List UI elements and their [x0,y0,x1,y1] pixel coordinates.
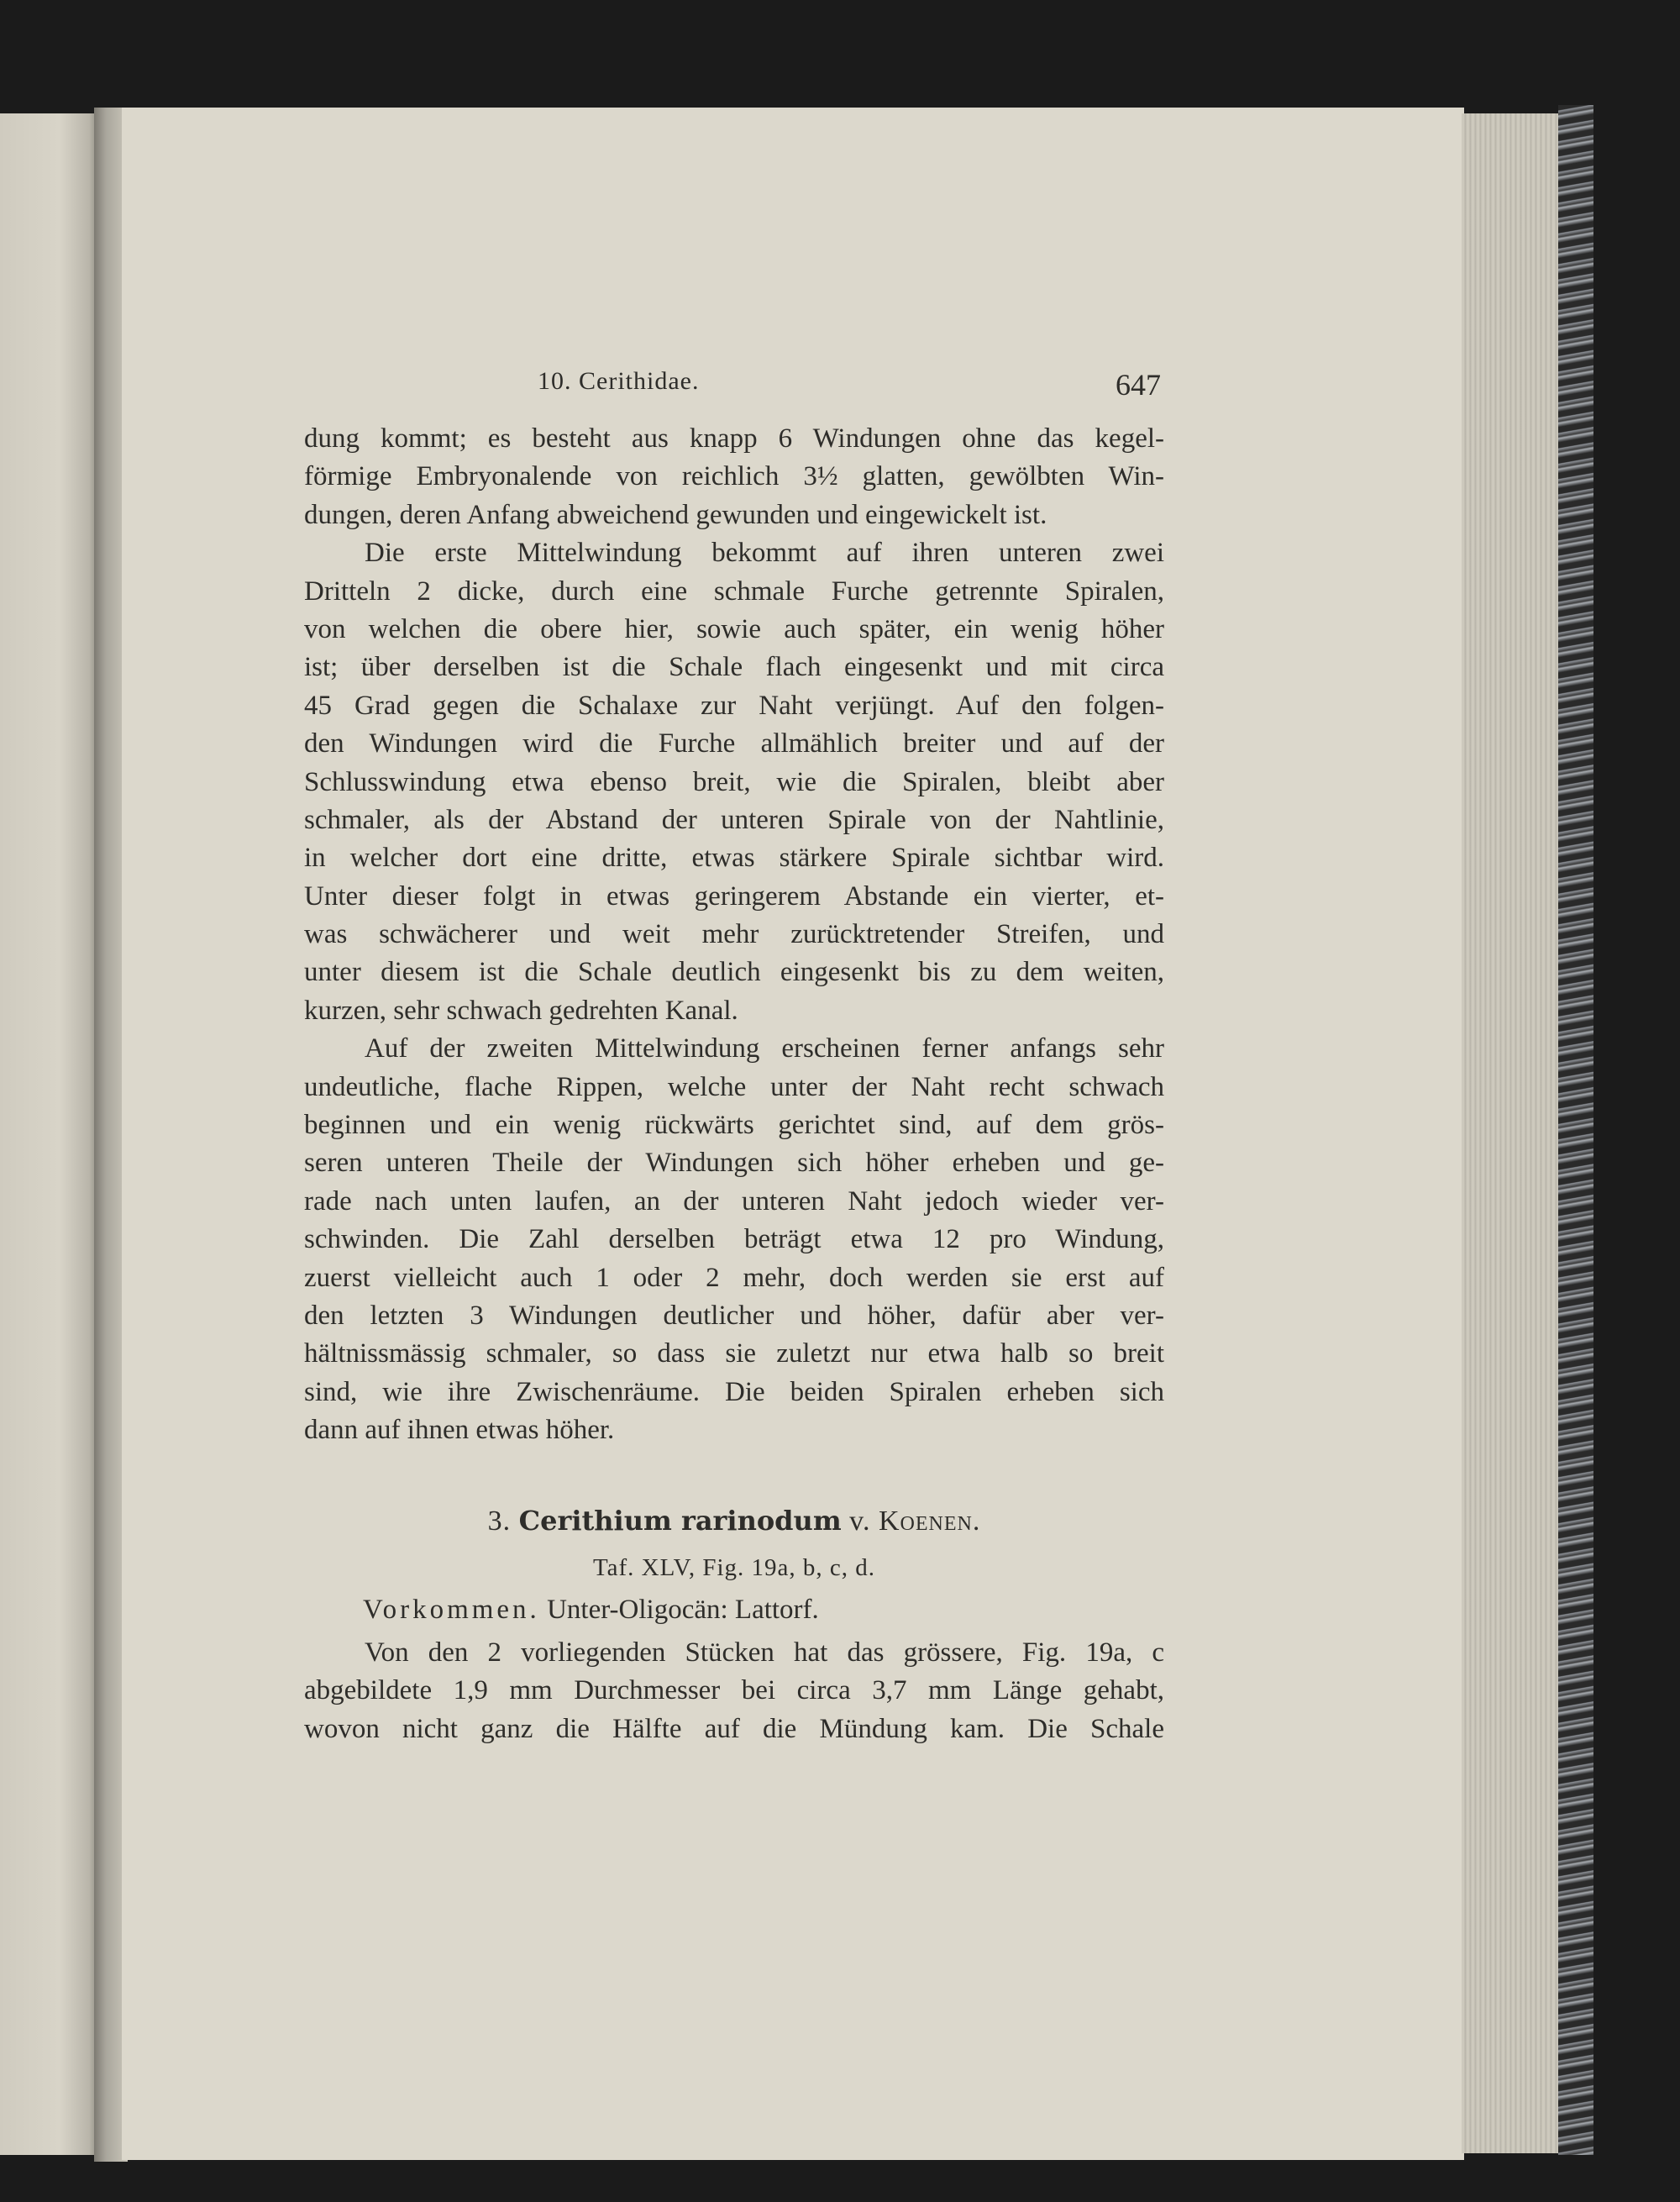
text-line: hältnissmässig schmaler, so dass sie zuletzt nur etwa halb so breit [304,1338,1164,1369]
plate-reference: Taf. XLV, Fig. 19a, b, c, d. [592,1553,876,1581]
text-line: seren unteren Theile der Windungen sich höher erheben und ge- [304,1148,1164,1179]
text-line: Dritteln 2 dicke, durch eine schmale Furche getrennte Spiralen, [304,575,1164,607]
section-heading [304,1497,1164,1544]
text-line: sind, wie ihre Zwischenräume. Die beiden Spiralen erheben sich [304,1376,1164,1407]
text-line: Auf der zweiten Mittelwindung erscheinen ferner anfangs sehr [365,1033,1164,1064]
page-number: 647 [1116,368,1161,402]
paragraph-4 [304,1634,1164,1748]
species-name: Cerithium rarinodum [518,1504,842,1537]
text-line: dung kommt; es besteht aus knapp 6 Windungen ohne das kegel- [304,423,1164,454]
text-line: Die erste Mittelwindung bekommt auf ihren unteren zwei [365,538,1164,569]
text-line: in welcher dort eine dritte, etwas stärkere Spirale sichtbar wird. [304,843,1164,874]
text-line: was schwächerer und weit mehr zurücktretender Streifen, und [304,919,1164,950]
text-line: kurzen, sehr schwach gedrehten Kanal. [304,995,738,1026]
text-line: undeutliche, flache Rippen, welche unter der Naht recht schwach [304,1071,1164,1102]
text-line: schmaler, als der Abstand der unteren Spirale von der Nahtlinie, [304,804,1164,835]
section-number: 3. [487,1505,512,1537]
text-line: schwinden. Die Zahl derselben beträgt etwa 12 pro Windung, [304,1224,1164,1255]
body-text [304,420,1164,1748]
page-header [0,367,1680,409]
occurrence-label: Vorkommen. [363,1594,540,1625]
text-line: Von den 2 vorliegenden Stücken hat das grössere, Fig. 19a, c [365,1637,1164,1668]
left-page-edge [0,113,99,2155]
running-head: 10. Cerithidae. [538,367,700,395]
text-line: dungen, deren Anfang abweichend gewunden und eingewickelt ist. [304,499,1047,530]
page-edges [1462,113,1562,2153]
text-line: unter diesem ist die Schale deutlich eingesenkt bis zu dem weiten, [304,957,1164,988]
text-line: Schlusswindung etwa ebenso breit, wie die Spiralen, bleibt aber [304,766,1164,797]
section-gap [304,1450,1164,1497]
text-line: den letzten 3 Windungen deutlicher und höher, dafür aber ver- [304,1300,1164,1331]
text-line: zuerst vielleicht auch 1 oder 2 mehr, doch werden sie erst auf [304,1262,1164,1293]
paragraph-2 [304,534,1164,1030]
text-line: den Windungen wird die Furche allmählich breiter und auf der [304,728,1164,759]
text-line: beginnen und ein wenig rückwärts gerichtet sind, auf dem grös- [304,1110,1164,1141]
paragraph-1 [304,420,1164,534]
occurrence-value: Unter-Oligocän: Lattorf. [547,1594,819,1625]
text-line: förmige Embryonalende von reichlich 3½ glatten, gewölbten Win- [304,461,1164,492]
text-line: rade nach unten laufen, an der unteren Naht jedoch wieder ver- [304,1185,1164,1217]
text-line: abgebildete 1,9 mm Durchmesser bei circa 3,7 mm Länge gehabt, [304,1675,1164,1706]
text-line: von welchen die obere hier, sowie auch später, ein wenig höher [304,613,1164,644]
text-line: wovon nicht ganz die Hälfte auf die Mündung kam. Die Schale [304,1713,1164,1744]
text-line: ist; über derselben ist die Schale flach eingesenkt und mit circa [304,652,1164,683]
text-line: dann auf ihnen etwas höher. [304,1415,615,1446]
author-name: Koenen. [878,1505,981,1537]
text-line: 45 Grad gegen die Schalaxe zur Naht verjüngt. Auf den folgen- [304,690,1164,721]
paragraph-3 [304,1030,1164,1449]
author-prefix: v. [849,1505,871,1537]
text-line: Unter dieser folgt in etwas geringerem Abstande ein vierter, et- [304,880,1164,912]
book-cover-edge [1558,105,1593,2155]
occurrence-line [304,1591,1164,1629]
